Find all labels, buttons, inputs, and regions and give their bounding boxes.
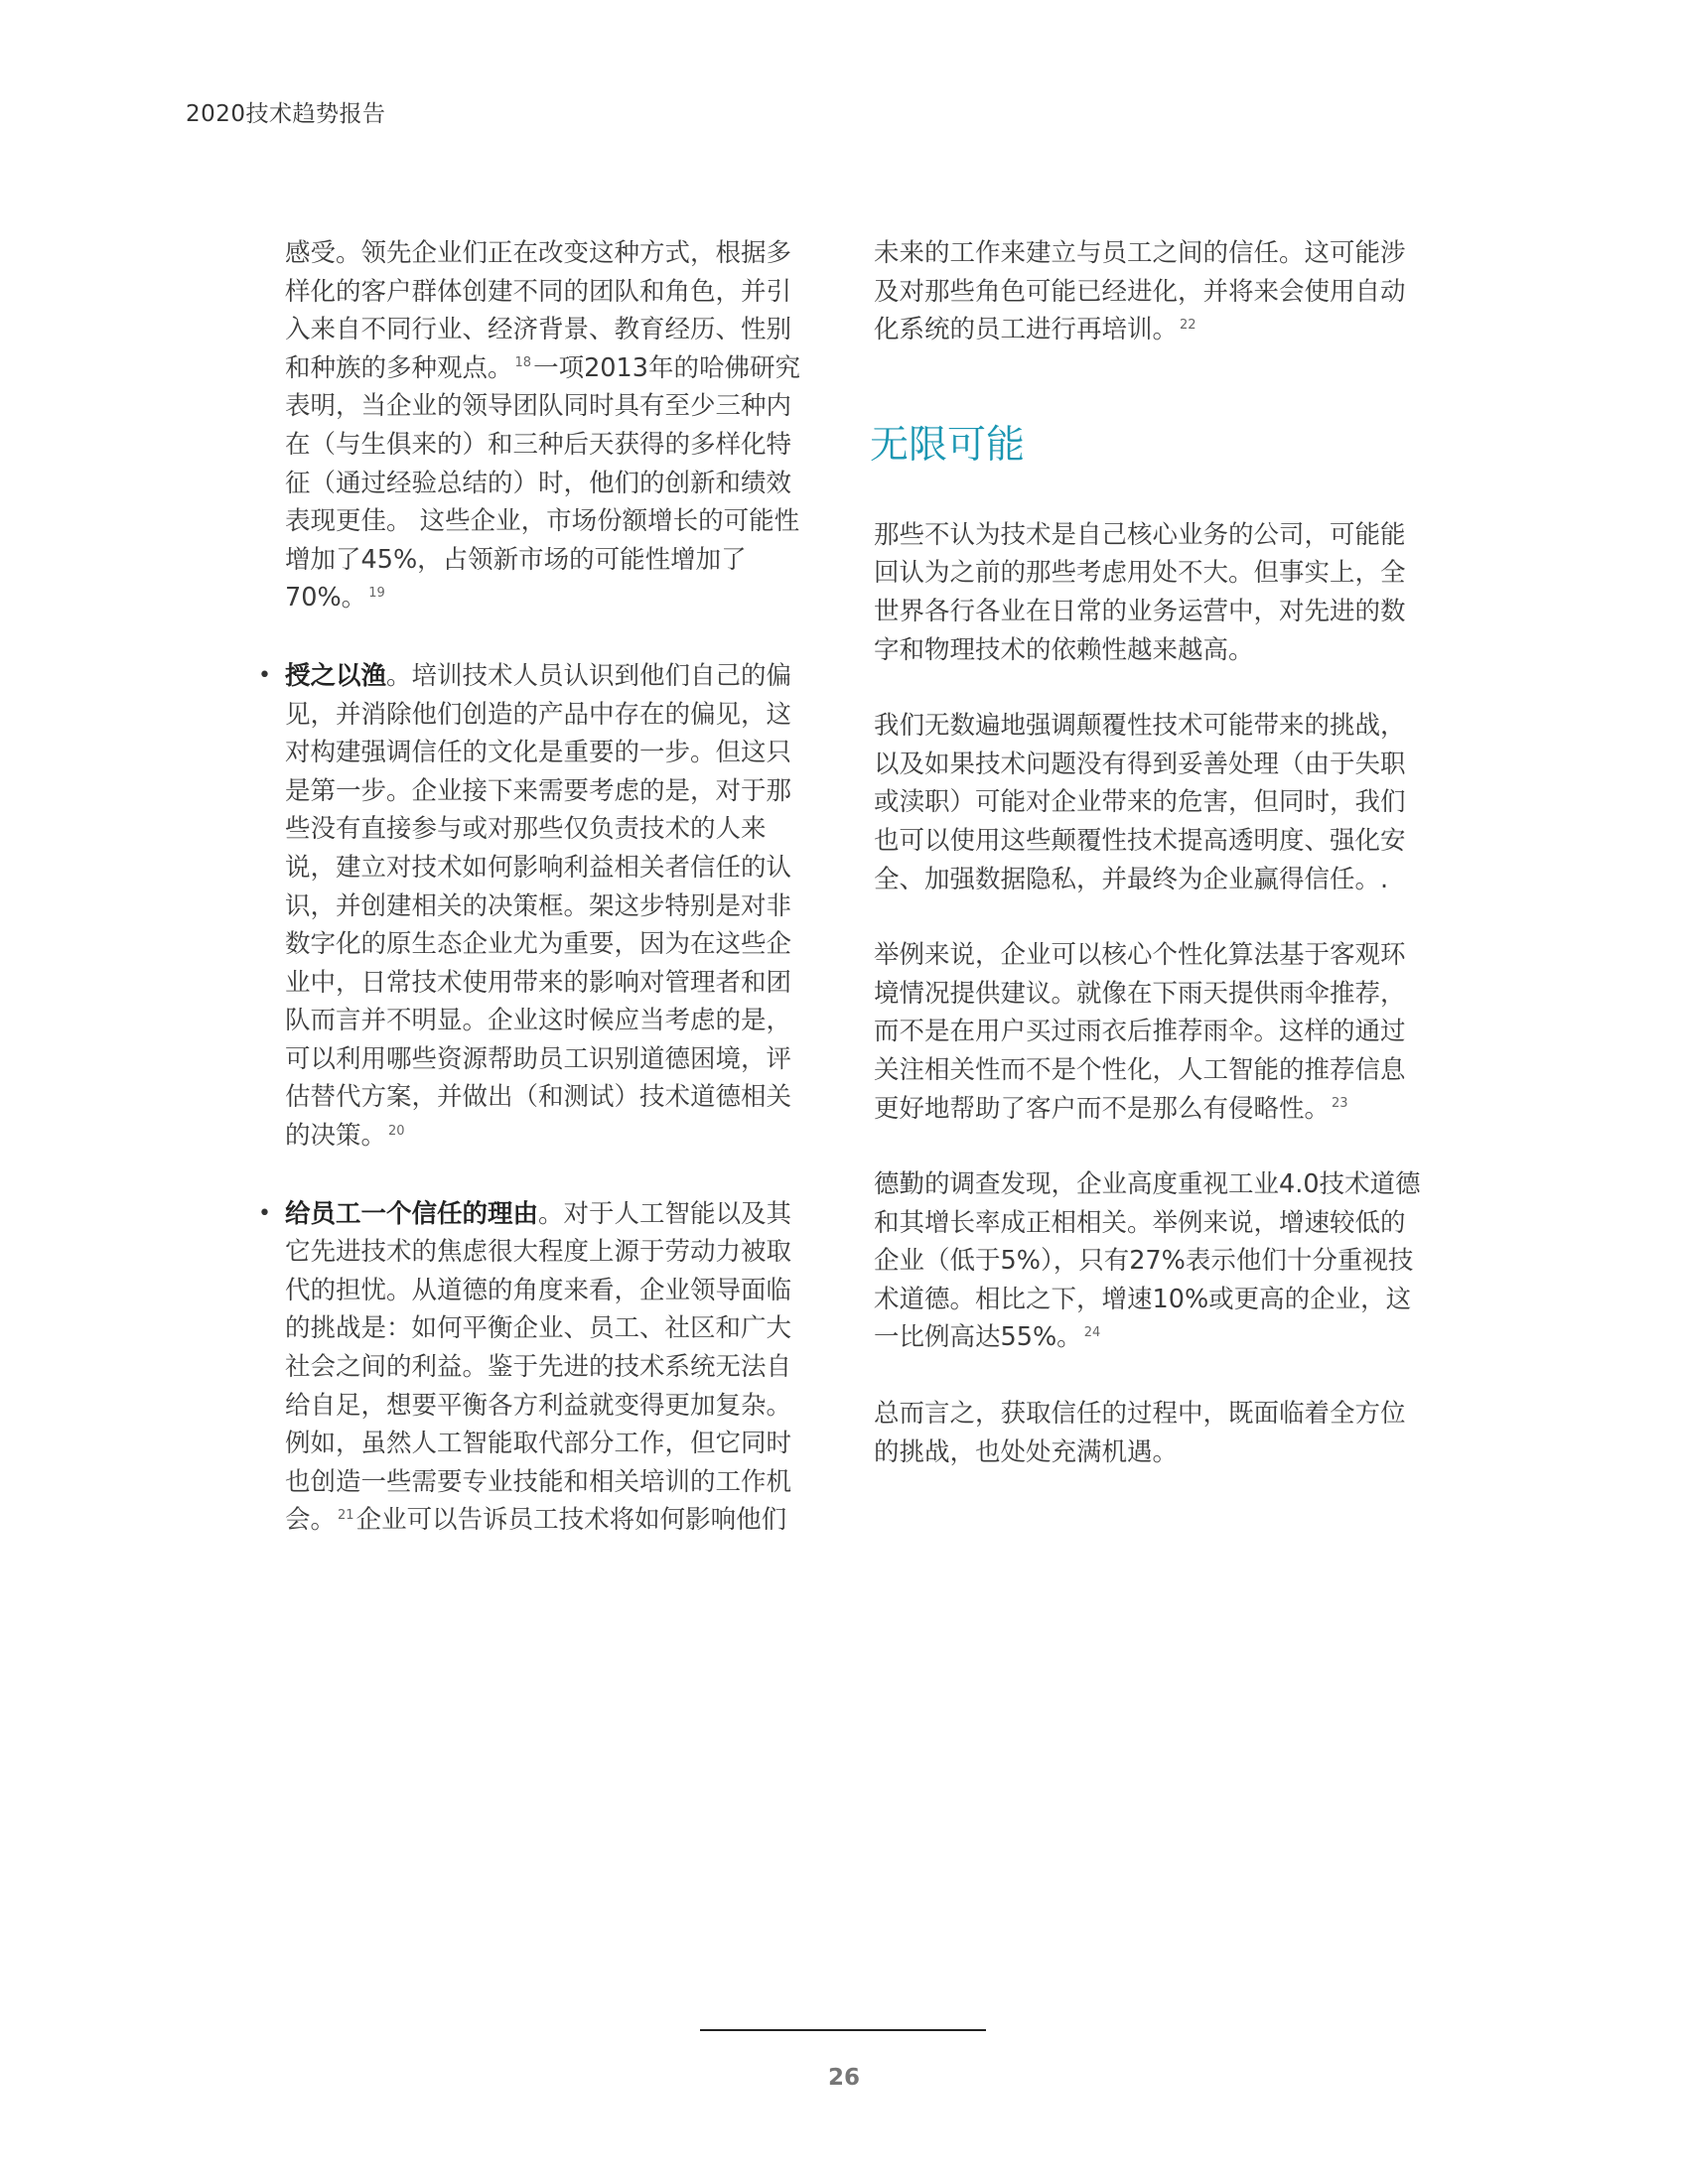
bullet-lead: 给员工一个信任的理由 bbox=[285, 1198, 539, 1229]
bullet-text-b: 企业可以告诉员工技术将如何影响他们 bbox=[355, 1505, 787, 1536]
bullet-item-teach bbox=[258, 657, 816, 1156]
bullet-lead: 授之以渔 bbox=[285, 660, 387, 691]
section-heading: 无限可能 bbox=[870, 422, 1026, 468]
paragraph-text: 举例来说，企业可以核心个性化算法基于客观环境情况提供建议。就像在下雨天提供雨伞推荐，而不是在用户买过雨衣后推荐雨伞。这样的通过关注相关性而不是个性化，人工智能的推荐信息更好地帮助了客户而不是那么有侵略性。 bbox=[874, 940, 1406, 1124]
footnote-ref: 22 bbox=[1180, 317, 1196, 333]
footer-divider bbox=[700, 2029, 986, 2031]
paragraph-text: 总而言之，获取信任的过程中，既面临着全方位的挑战，也处处充满机遇。 bbox=[874, 1399, 1406, 1467]
body-paragraph bbox=[874, 707, 1430, 898]
bullet-icon: • bbox=[258, 1200, 271, 1226]
body-paragraph bbox=[874, 936, 1430, 1128]
paragraph-text: 德勤的调查发现，企业高度重视工业4.0技术道德和其增长率成正相相关。举例来说，增速较低的企业（低于5%），只有27%表示他们十分重视技术道德。相比之下，增速10%或更高的企业，这一比例高达55%。 bbox=[874, 1169, 1421, 1353]
body-paragraph bbox=[874, 1165, 1430, 1357]
paragraph-text: 那些不认为技术是自己核心业务的公司，可能能回认为之前的那些考虑用处不大。但事实上，全世界各行各业在日常的业务运营中，对先进的数字和物理技术的依赖性越来越高。 bbox=[874, 519, 1406, 665]
page-number: 26 bbox=[827, 2065, 860, 2091]
footnote-ref: 18 bbox=[514, 355, 532, 371]
right-column bbox=[870, 234, 1430, 1509]
bullet-item-trust bbox=[258, 1195, 816, 1540]
footnote-ref: 24 bbox=[1083, 1324, 1101, 1340]
footnote-ref: 21 bbox=[338, 1507, 354, 1523]
bullet-text: 。培训技术人员认识到他们自己的偏见，并消除他们创造的产品中存在的偏见，这对构建强调信任的文化是重要的一步。但这只是第一步。企业接下来需要考虑的是，对于那些没有直接参与或对那些仅负责技术的人来说，建立对技术如何影响利益相关者信任的认识，并创建相关的决策框。架这步特别是对非数字化的原生态企业尤为重要，因为在这些企业中，日常技术使用带来的影响对管理者和团队而言并不明显。企业这时候应当考虑的是，可以利用哪些资源帮助员工识别道德困境，评估替代方案，并做出（和测试）技术道德相关的决策。 bbox=[285, 660, 792, 1152]
footnote-ref: 20 bbox=[388, 1123, 405, 1139]
intro-paragraph bbox=[285, 234, 816, 617]
intro-text-b: 一项2013年的哈佛研究表明，当企业的领导团队同时具有至少三种内在（与生俱来的）和三种后天获得的多样化特征（通过经验总结的）时，他们的创新和绩效表现更佳。 这些企业，市场份额增长的可能性增加了45%，占领新市场的可能性增加了70%。 bbox=[285, 352, 800, 614]
left-column bbox=[258, 234, 816, 1579]
paragraph-text: 我们无数遍地强调颠覆性技术可能带来的挑战，以及如果技术问题没有得到妥善处理（由于失职或渎职）可能对企业带来的危害，但同时，我们也可以使用这些颠覆性技术提高透明度、强化安全、加强数据隐私，并最终为企业赢得信任。. bbox=[874, 711, 1406, 894]
continuation-text: 未来的工作来建立与员工之间的信任。这可能涉及对那些角色可能已经进化，并将来会使用自动化系统的员工进行再培训。 bbox=[874, 238, 1406, 345]
footnote-ref: 23 bbox=[1332, 1096, 1348, 1111]
bullet-icon: • bbox=[258, 662, 271, 688]
intro-text-a: 感受。领先企业们正在改变这种方式，根据多样化的客户群体创建不同的团队和角色，并引入来自不同行业、经济背景、教育经历、性别和种族的多种观点。 bbox=[285, 238, 792, 383]
body-paragraph bbox=[874, 516, 1430, 669]
footnote-ref: 19 bbox=[368, 585, 385, 601]
report-title: 2020技术趋势报告 bbox=[186, 101, 386, 127]
body-paragraph bbox=[874, 1395, 1430, 1471]
bullet-text: 。对于人工智能以及其它先进技术的焦虑很大程度上源于劳动力被取代的担忧。从道德的角度来看，企业领导面临的挑战是：如何平衡企业、员工、社区和广大社会之间的利益。鉴于先进的技术系统无法自给自足，想要平衡各方利益就变得更加复杂。例如，虽然人工智能取代部分工作，但它同时也创造一些需要专业技能和相关培训的工作机会。 bbox=[285, 1198, 792, 1536]
continuation-paragraph bbox=[874, 234, 1430, 349]
